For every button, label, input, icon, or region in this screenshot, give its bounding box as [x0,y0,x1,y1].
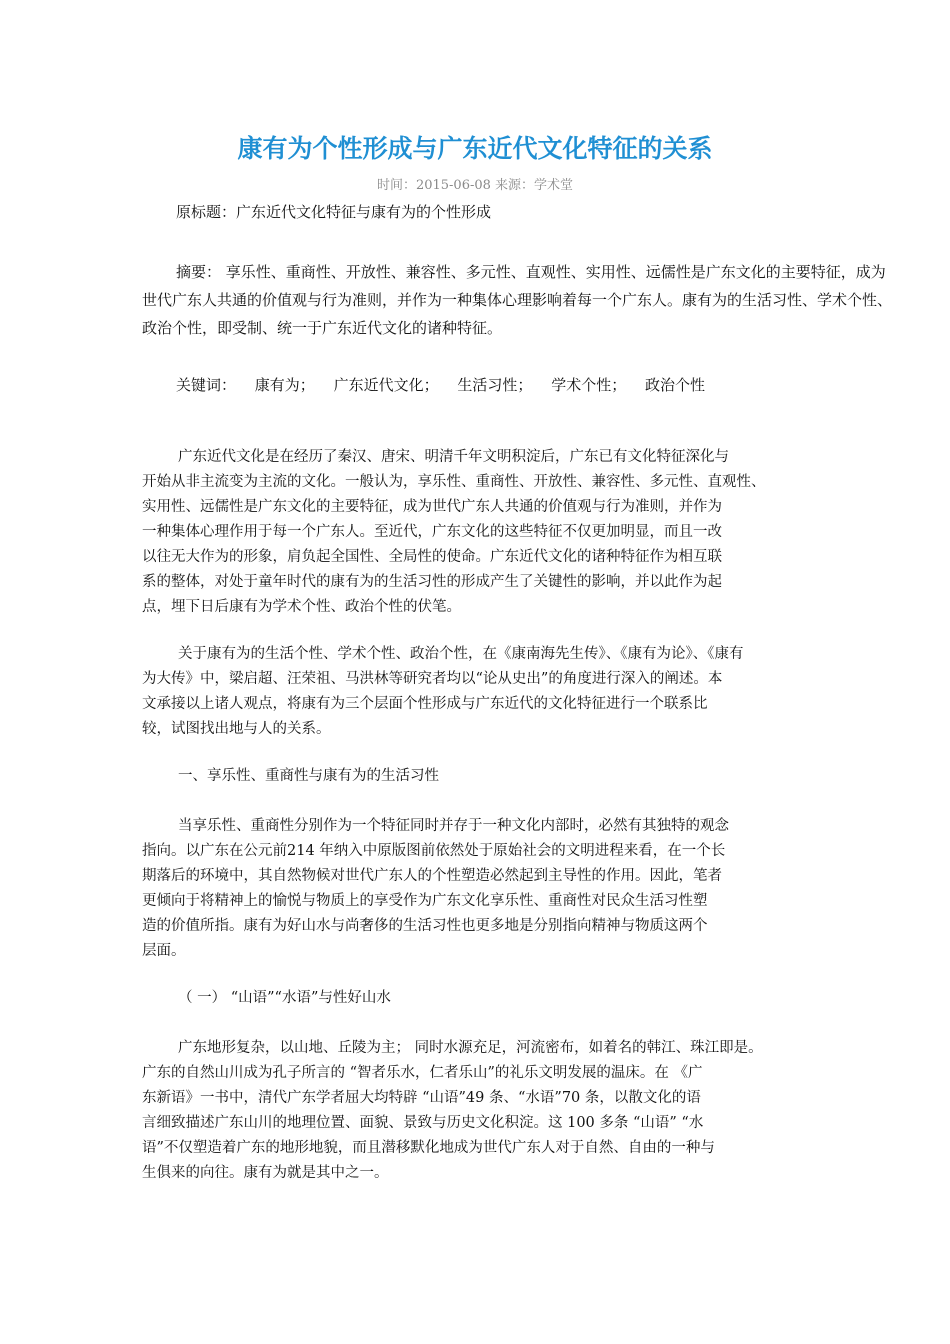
paragraph-line: 系的整体，对处于童年时代的康有为的生活习性的形成产生了关键性的影响，并以此作为起 [142,574,722,590]
paragraph-line: 开始从非主流变为主流的文化。一般认为，享乐性、重商性、开放性、兼容性、多元性、直观性、 [142,474,766,490]
paragraph-line: 更倾向于将精神上的愉悦与物质上的享受作为广东文化享乐性、重商性对民众生活习性塑 [142,893,708,909]
paragraph-line: 点，埋下日后康有为学术个性、政治个性的伏笔。 [142,599,461,615]
paragraph-line: 以往无大作为的形象，肩负起全国性、全局性的使命。广东近代文化的诸种特征作为相互联 [142,549,722,565]
paragraph-line: 广东的自然山川成为孔子所言的 “智者乐水，仁者乐山”的礼乐文明发展的温床。在 《广 [142,1065,703,1081]
paragraph-line: 实用性、远儒性是广东文化的主要特征，成为世代广东人共通的价值观与行为准则，并作为 [142,499,722,515]
paragraph-line: 广东地形复杂，以山地、丘陵为主； 同时水源充足，河流密布，如着名的韩江、珠江即是。 [178,1040,763,1056]
paragraph-line: 广东近代文化是在经历了秦汉、唐宋、明清千年文明积淀后，广东已有文化特征深化与 [178,449,729,465]
abstract-line: 世代广东人共通的价值观与行为准则，并作为一种集体心理影响着每一个广东人。康有为的生活习性、学术个性、 [142,291,893,309]
paragraph-line: 层面。 [142,943,186,959]
body-paragraph [142,445,818,620]
keyword: 政治个性 [644,376,705,394]
subsection-heading: （ 一） “山语”“水语”与性好山水 [178,990,391,1006]
keywords [176,372,719,398]
paragraph-line: 当享乐性、重商性分别作为一个特征同时并存于一种文化内部时，必然有其独特的观念 [178,818,729,834]
paragraph-line: 文承接以上诸人观点，将康有为三个层面个性形成与广东近代的文化特征进行一个联系比 [142,696,708,712]
paragraph-line: 指向。以广东在公元前214 年纳入中原版图前依然处于原始社会的文明进程来看，在一个长 [142,843,726,859]
keywords-label: 关键词： [176,376,237,394]
paragraph-line: 言细致描述广东山川的地理位置、面貌、景致与历史文化积淀。这 100 多条 “山语” “水 [142,1115,704,1131]
paragraph-line: 为大传》中，梁启超、汪荣祖、马洪林等研究者均以“论从史出”的角度进行深入的阐述。本 [142,671,723,687]
original-title: 原标题：广东近代文化特征与康有为的个性形成 [176,203,492,221]
keyword: 广东近代文化； [333,376,439,394]
paragraph-line: 语”不仅塑造着广东的地形地貌，而且潜移默化地成为世代广东人对于自然、自由的一种与 [142,1140,715,1156]
paragraph-line: 生俱来的向往。康有为就是其中之一。 [142,1165,389,1181]
body-paragraph [142,814,818,964]
abstract-line: 政治个性，即受制、统一于广东近代文化的诸种特征。 [142,319,503,337]
paragraph-line: 东新语》一书中，清代广东学者屈大均特辟 “山语”49 条、“水语”70 条，以散文化的语 [142,1090,701,1106]
article-meta: 时间：2015-06-08 来源：学术堂 [376,178,574,193]
keyword: 生活习性； [457,376,533,394]
section-heading: 一、享乐性、重商性与康有为的生活习性 [178,768,439,784]
abstract [142,258,950,342]
body-paragraph [142,642,818,742]
paragraph-line: 关于康有为的生活个性、学术个性、政治个性，在《康南海先生传》、《康有为论》、《康有 [178,646,744,662]
body-paragraph [142,1036,818,1186]
paragraph-line: 较，试图找出地与人的关系。 [142,721,331,737]
keyword: 学术个性； [551,376,627,394]
abstract-line: 摘要： 享乐性、重商性、开放性、兼容性、多元性、直观性、实用性、远儒性是广东文化的主要特征，成为 [176,263,886,281]
paragraph-line: 造的价值所指。康有为好山水与尚奢侈的生活习性也更多地是分别指向精神与物质这两个 [142,918,708,934]
article-title: 康有为个性形成与广东近代文化特征的关系 [237,134,713,163]
paragraph-line: 期落后的环境中，其自然物候对世代广东人的个性塑造必然起到主导性的作用。因此，笔者 [142,868,722,884]
keyword: 康有为； [254,376,315,394]
paragraph-line: 一种集体心理作用于每一个广东人。至近代，广东文化的这些特征不仅更加明显，而且一改 [142,524,722,540]
